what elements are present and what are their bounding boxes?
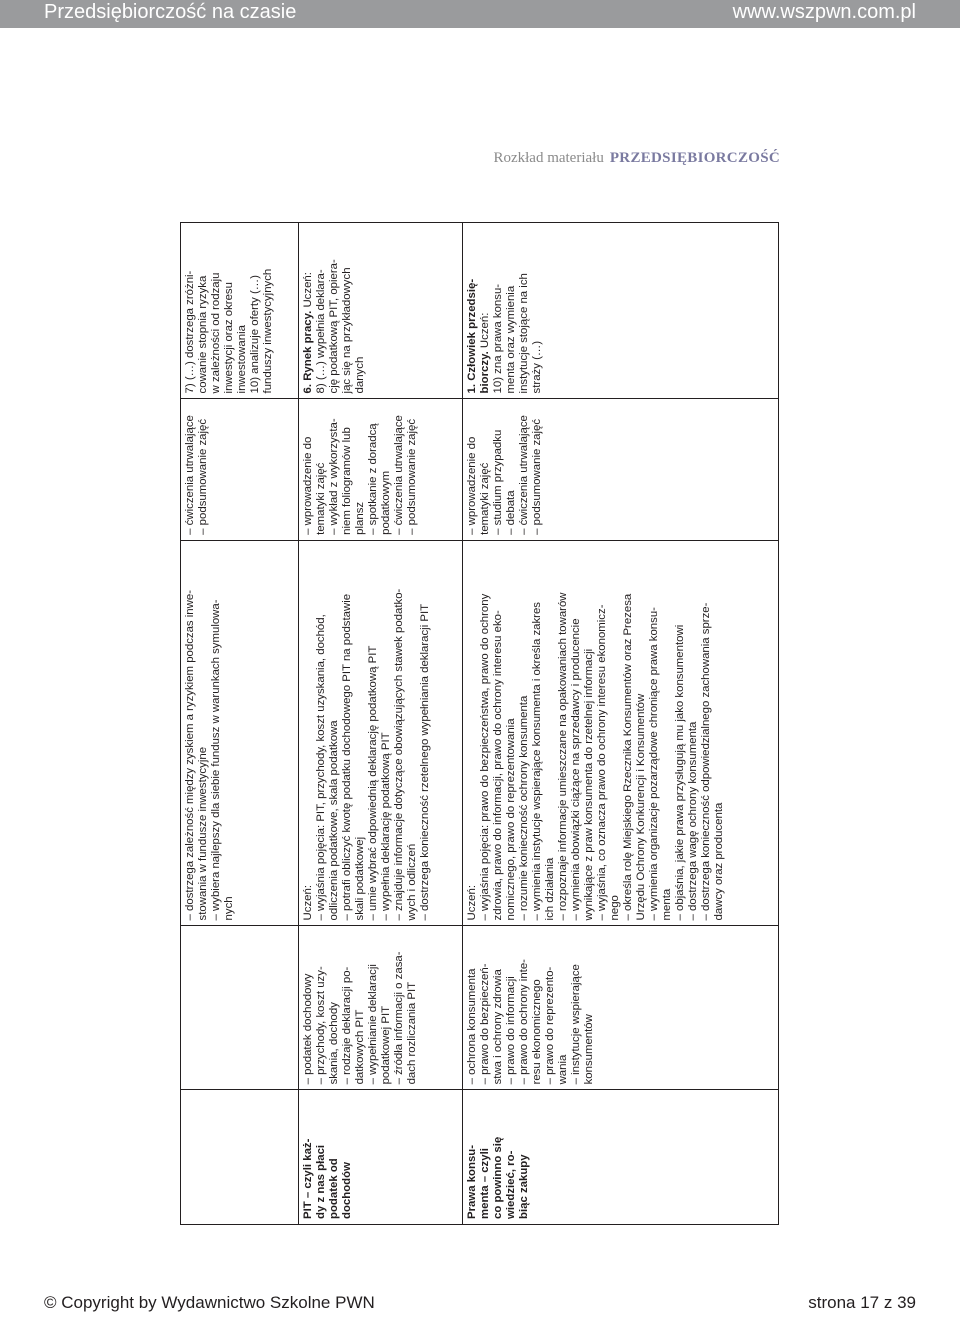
objective-line: Uczeń: (466, 885, 478, 921)
content-line: dach rozliczania PIT (406, 981, 418, 1085)
reference-line: Uczeń: (479, 312, 491, 352)
reference-line: Uczeń: (302, 272, 314, 311)
content-line: – źródła informacji o zasa- (393, 951, 405, 1085)
method-line: – ćwiczenia utrwalające (393, 415, 405, 535)
curriculum-ref-cell (299, 223, 463, 399)
reference-line: danych (354, 356, 366, 394)
objective-line: – dostrzega wagę ochrony konsumenta (687, 721, 699, 921)
reference-line: cowanie stopnia ryzyka (197, 275, 209, 394)
method-line: – wprowadzenie do (302, 436, 314, 535)
objective-line: – wypełnia deklarację podatkową PIT (380, 732, 392, 921)
objective-line: ich działania (544, 857, 556, 921)
objectives-cell (463, 540, 779, 926)
objective-line: – dostrzega konieczność odpowiedzialnego zachowania sprze- (700, 602, 712, 921)
content-line: resu ekonomicznego (531, 979, 543, 1085)
methods-cell (181, 399, 299, 540)
objective-line: dawcy oraz producenta (713, 802, 725, 921)
content-line: – rodzaje deklaracji po- (341, 966, 353, 1085)
objective-line: – wyjaśnia, co oznacza prawo do ochrony interesu ekonomicz- (596, 604, 608, 921)
page-footer (44, 1293, 916, 1319)
topic-line: dy z nas płaci (315, 1144, 327, 1219)
objective-line: – znajduje informacje dotyczące obowiązujących stawek podatko- (393, 588, 405, 921)
topic-cell (181, 1090, 299, 1225)
curriculum-ref-cell (463, 223, 779, 399)
objective-line: odliczenia podatkowe, skala podatkowa (328, 720, 340, 921)
objective-line: – dostrzega zależność między zyskiem a ryzykiem podczas inwe- (184, 590, 196, 921)
content-line: podatkowej PIT (380, 1005, 392, 1085)
reference-line: inwestowania (236, 325, 248, 394)
reference-line: menta oraz wymienia (505, 285, 517, 394)
reference-line: 8) (…) wypełnia deklara- (315, 269, 327, 394)
content-cell (181, 926, 299, 1090)
objective-line: – rozumie konieczność ochrony konsumenta (518, 695, 530, 921)
publication-title: Przedsiębiorczość na czasie (44, 1, 297, 23)
reference-line: 10) analizuje oferty (…) (249, 275, 261, 394)
table-row-investment (181, 223, 299, 1225)
method-line: – wykład z wykorzysta- (328, 418, 340, 535)
content-line: – podatek dochodowy (302, 973, 314, 1085)
reference-line: jąc się na przykładowych (341, 267, 353, 394)
objective-line: – wybiera najlepszy dla siebie fundusz w warunkach symulowa- (210, 599, 222, 921)
method-line: – ćwiczenia utrwalające (518, 415, 530, 535)
method-line: plansz (354, 501, 366, 535)
copyright-notice: © Copyright by Wydawnictwo Szkolne PWN (44, 1293, 375, 1312)
objective-line: – określa rolę Miejskiego Rzecznika Konsumentów oraz Prezesa (622, 593, 634, 921)
reference-heading: 1. Człowiek przedsię- (466, 278, 478, 394)
reference-line: straży (…) (531, 340, 543, 394)
method-line: tematyki zajęć (315, 462, 327, 535)
objective-line: – wyjaśnia pojęcia: prawo do bezpieczeństwa, prawo do ochrony (479, 593, 491, 921)
objective-line: – wymienia instytucje wspierające konsumenta i określa zakres (531, 602, 543, 921)
method-line: – podsumowanie zajęć (197, 418, 209, 535)
rotated-table-container (180, 222, 778, 1225)
reference-heading: 6. Rynek pracy. (302, 310, 314, 394)
methods-cell (299, 399, 463, 540)
topic-line: menta – czyli (479, 1148, 491, 1219)
content-cell (463, 926, 779, 1090)
content-line: – prawo do informacji (505, 976, 517, 1085)
curriculum-ref-cell (181, 223, 299, 399)
section-label: Rozkład materiału (493, 150, 604, 166)
method-line: – podsumowanie zajęć (406, 418, 418, 535)
objective-line: Urzędu Ochrony Konkurencji i Konsumentów (635, 693, 647, 921)
objective-line: – potrafi obliczyć kwotę podatku dochodowego PIT na podstawie (341, 593, 353, 921)
topic-line: podatek od (328, 1158, 340, 1219)
method-line: – debata (505, 490, 517, 535)
objective-line: wych i odliczeń (406, 843, 418, 921)
topic-line: PIT – czyli każ- (302, 1138, 314, 1219)
objective-line: nomicznego, prawo do reprezentowania (505, 718, 517, 921)
objective-line: nych (223, 896, 235, 921)
topic-line: dochodów (341, 1162, 353, 1219)
reference-line: instytucje stojące na ich (518, 273, 530, 394)
page-number: strona 17 z 39 (808, 1293, 916, 1312)
objective-line: Uczeń: (302, 885, 314, 921)
content-line: konsumentów (583, 1014, 595, 1085)
objective-line: – dostrzega konieczność rzetelnego wypełniania deklaracji PIT (419, 603, 431, 921)
content-line: stwa i ochrony zdrowia (492, 969, 504, 1085)
table-row-consumer-rights (463, 223, 779, 1225)
objective-line: – wymienia organizacje pozarządowe chroniące prawa konsu- (648, 607, 660, 921)
method-line: niem foliogramów lub (341, 427, 353, 535)
method-line: – wprowadzenie do (466, 436, 478, 535)
objective-line: wynikające z praw konsumenta do rzetelnej informacji (583, 648, 595, 921)
top-header-bar (0, 0, 960, 28)
reference-heading: biorczy. (479, 351, 491, 394)
objective-line: menta (661, 888, 673, 921)
objective-line: – objaśnia, jakie prawa przysługują mu jako konsumentowi (674, 624, 686, 921)
content-cell (299, 926, 463, 1090)
content-line: – prawo do reprezento- (544, 966, 556, 1085)
topic-line: co powinno się (492, 1136, 504, 1219)
content-line: – ochrona konsumenta (466, 968, 478, 1085)
objective-line: stowania w fundusze inwestycyjne (197, 746, 209, 921)
method-line: podatkowym (380, 470, 392, 535)
reference-line: w zależności od rodzaju (210, 272, 222, 394)
topic-line: Prawa konsu- (466, 1144, 478, 1219)
method-line: – studium przypadku (492, 429, 504, 535)
objective-line: – rozpoznaje informacje umieszczane na opakowaniach towarów (557, 592, 569, 921)
reference-line: inwestycji oraz okresu (223, 282, 235, 394)
content-line: – przychody, koszt uzy- (315, 966, 327, 1085)
publisher-website[interactable]: www.wszpwn.com.pl (732, 1, 916, 23)
methods-cell (463, 399, 779, 540)
content-line: wania (557, 1054, 569, 1085)
section-subject: PRZEDSIĘBIORCZOŚĆ (609, 150, 780, 166)
objective-line: – umie wybrać odpowiednią deklarację podatkową PIT (367, 645, 379, 921)
objective-line: skali podatkowej (354, 836, 366, 921)
objective-line: – wymienia obowiązki ciążące na sprzedawcy i producencie (570, 618, 582, 921)
reference-line: funduszy inwestycyjnych (262, 268, 274, 394)
content-line: datkowych PIT (354, 1009, 366, 1085)
method-line: tematyki zajęć (479, 462, 491, 535)
curriculum-table (180, 222, 779, 1225)
method-line: – spotkanie z doradcą (367, 423, 379, 535)
reference-line: cję podatkową PIT, opiera- (328, 259, 340, 394)
method-line: – podsumowanie zajęć (531, 418, 543, 535)
topic-line: biąc zakupy (518, 1154, 530, 1219)
content-line: – prawo do bezpieczeń- (479, 963, 491, 1085)
topic-cell (463, 1090, 779, 1225)
content-line: skania, dochody (328, 1002, 340, 1085)
objectives-cell (181, 540, 299, 926)
reference-line: 7) (…) dostrzega zróżni- (184, 270, 196, 394)
topic-cell (299, 1090, 463, 1225)
objective-line: zdrowia, prawo do informacji, prawo do ochrony interesu eko- (492, 610, 504, 921)
section-heading (493, 150, 780, 167)
content-line: – wypełnianie deklaracji (367, 964, 379, 1085)
content-line: – prawo do ochrony inte- (518, 959, 530, 1085)
method-line: – ćwiczenia utrwalające (184, 415, 196, 535)
content-line: – instytucje wspierające (570, 964, 582, 1085)
reference-line: 10) zna prawa konsu- (492, 283, 504, 394)
objective-line: nego (609, 895, 621, 921)
objective-line: – wyjaśnia pojęcia: PIT, przychody, koszt uzyskania, dochód, (315, 614, 327, 921)
topic-line: wiedzieć, ro- (505, 1150, 517, 1219)
objectives-cell (299, 540, 463, 926)
table-row-pit (299, 223, 463, 1225)
